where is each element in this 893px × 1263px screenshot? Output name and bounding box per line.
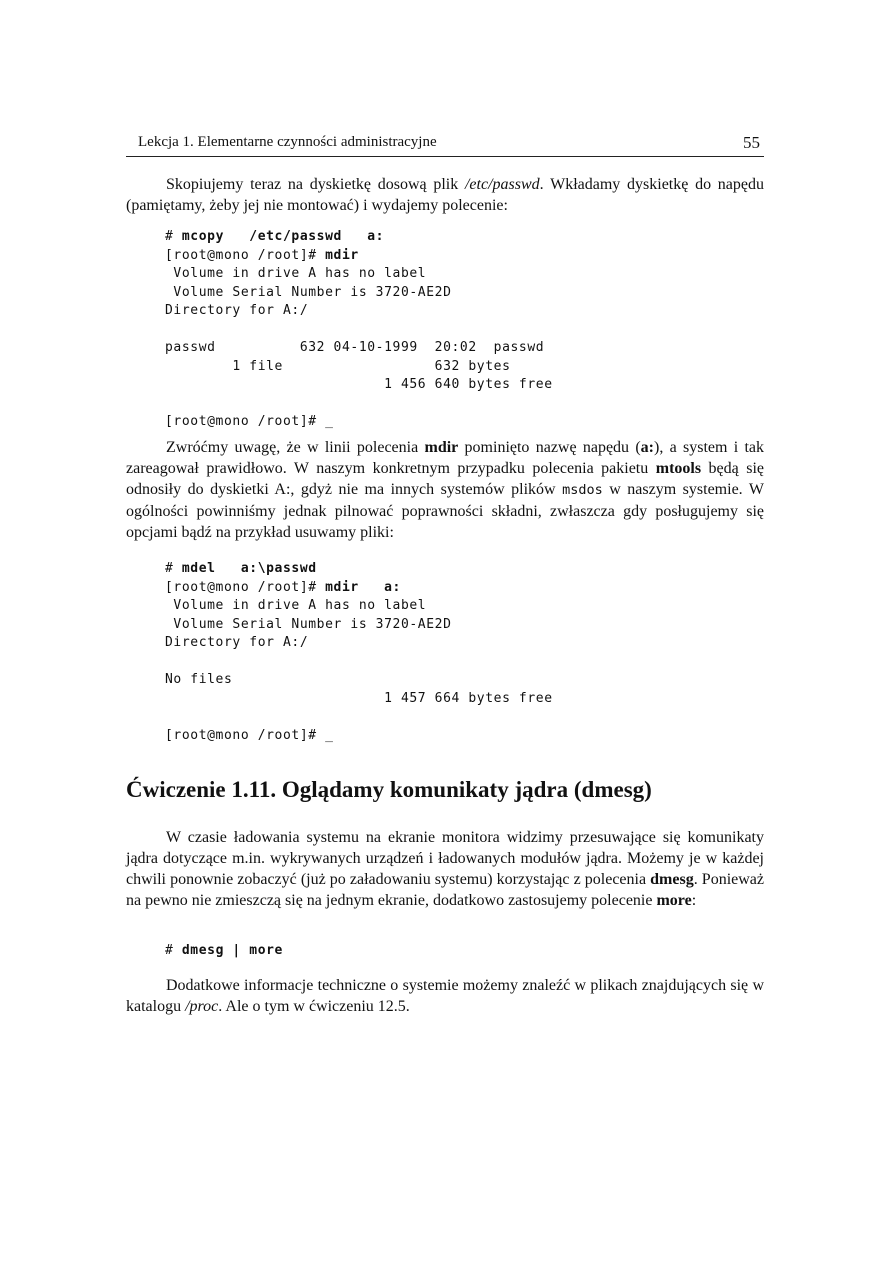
code-prompt: # — [165, 943, 182, 958]
text: . Ponieważ na pewno nie zmieszczą się na jednym ekranie, dodatkowo zastosujemy polecenie — [126, 871, 765, 909]
code-block-dmesg — [165, 942, 283, 961]
text: . Ale o tym w ćwiczeniu 12.5. — [218, 998, 410, 1015]
text: ), a system i tak zareagował prawidłowo. W naszym konkretnym przypadku polecenia pakietu — [126, 439, 764, 477]
code-prompt: # — [165, 561, 182, 576]
text: pominięto nazwę napędu ( — [458, 439, 641, 456]
file-path: /etc/passwd — [464, 176, 540, 193]
header-title: Lekcja 1. Elementarne czynności administracyjne — [138, 134, 437, 150]
code-output-line: 1 456 640 bytes free — [165, 377, 553, 392]
code-command: dmesg | more — [181, 943, 283, 958]
cmd-mdir: mdir — [424, 439, 459, 456]
closing-paragraph — [126, 975, 764, 1017]
running-header — [126, 132, 764, 157]
text: Dodatkowe informacje techniczne o systemie możemy znaleźć w plikach znajdujących się w katalogu — [126, 977, 764, 1015]
text: : — [691, 892, 697, 909]
text: W czasie ładowania systemu na ekranie monitora widzimy przesuwające się komunikaty jądra dotyczące m.in. wykrywanych urządzeń i ładowanych modułów jądra. Możemy je w każdej chwili ponownie zobaczyć (już po załadowaniu systemu) korzystając z polecenia — [126, 829, 764, 888]
intro-text-2: . Wkładamy dyskietkę do napędu (pamiętamy, żeby jej nie montować) i wydajemy polecenie: — [126, 176, 764, 214]
code-output-line: Directory for A:/ — [165, 635, 309, 650]
text: Zwróćmy uwagę, że w linii polecenia — [166, 439, 425, 456]
page-number: 55 — [743, 133, 760, 152]
drive-a: a: — [640, 439, 654, 456]
code-command: mdel a:\passwd — [181, 561, 317, 576]
dmesg-paragraph — [126, 827, 764, 911]
intro-text: Skopiujemy teraz na dyskietkę dosową plik — [166, 176, 465, 193]
code-output-line: Directory for A:/ — [165, 303, 309, 318]
code-prompt-line: [root@mono /root]# _ — [165, 414, 334, 429]
intro-paragraph — [126, 174, 764, 216]
code-output-line: No files — [165, 672, 233, 687]
code-output-line: Volume Serial Number is 3720-AE2D — [165, 616, 452, 632]
pkg-mtools: mtools — [655, 460, 702, 477]
code-prompt: [root@mono /root]# — [165, 247, 326, 263]
code-output-line: Volume Serial Number is 3720-AE2D — [165, 284, 452, 300]
code-command: mcopy /etc/passwd a: — [181, 229, 385, 244]
code-output-line: 1 file 632 bytes — [165, 358, 511, 374]
code-prompt: # — [165, 229, 182, 244]
code-output-line: passwd 632 04-10-1999 20:02 passwd — [165, 340, 545, 355]
code-prompt-line: [root@mono /root]# _ — [165, 727, 334, 743]
code-command: mdir — [325, 247, 359, 263]
cmd-dmesg: dmesg — [650, 871, 694, 888]
fs-msdos: msdos — [562, 482, 603, 498]
explanation-paragraph — [126, 437, 764, 543]
code-output-line: Volume in drive A has no label — [165, 598, 427, 613]
code-block-mcopy — [165, 228, 553, 432]
code-command: mdir a: — [325, 579, 401, 595]
text: w naszym systemie. W ogólności powinniśmy jednak pilnować poprawności składni, zwłaszcza gdy posługujemy się opcjami bądź na przykład usuwamy pliki: — [126, 481, 764, 541]
code-output-line: Volume in drive A has no label — [165, 266, 427, 281]
cmd-more: more — [656, 892, 692, 909]
text: będą się odnosiły do dyskietki A:, gdyż nie ma innych systemów plików — [126, 460, 764, 498]
dir-proc: /proc — [185, 998, 219, 1015]
code-prompt: [root@mono /root]# — [165, 579, 326, 595]
code-output-line: 1 457 664 bytes free — [165, 690, 553, 706]
section-heading: Ćwiczenie 1.11. Oglądamy komunikaty jądra (dmesg) — [126, 777, 652, 802]
code-block-mdel — [165, 560, 553, 745]
